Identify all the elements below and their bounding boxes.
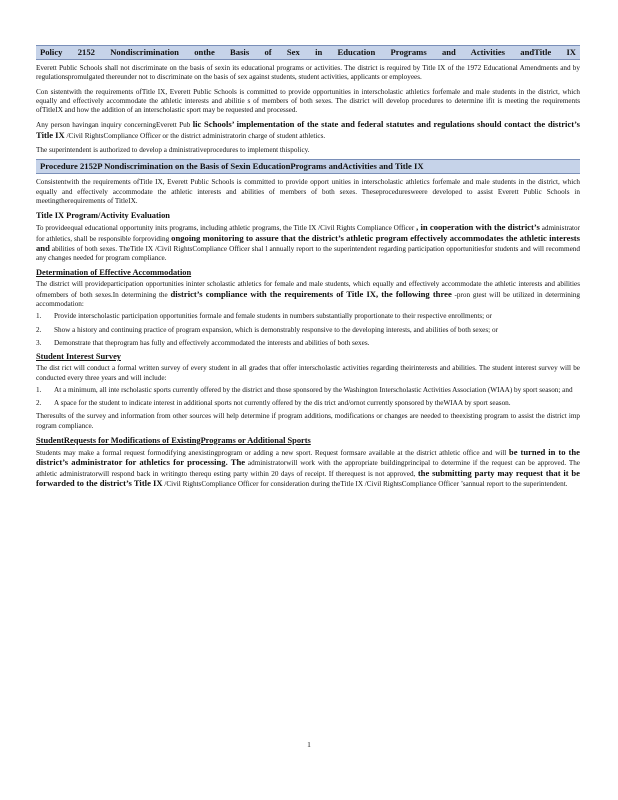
policy-p3-part-c: /Civil RightsCompliance Officer or the district administratorin charge of student athletics. <box>66 131 326 140</box>
policy-paragraph-3 <box>36 120 580 141</box>
list-item-text: Demonstrate that theprogram has fully and effectively accommodated the interests and abilities of both sexes. <box>54 338 370 347</box>
accommodation-part-a: The district will provideparticipation opportunities ininter scholastic athletics for female and male students, which equally and effectively accommodate the athletic interests and abilities ofmembers of both sexes.In determining the <box>36 280 580 299</box>
policy-paragraph-2: Con sistentwith the requirements ofTitle IX, Everett Public Schools is committed to provide opportunities in interscholastic athletics forfemale and male students in the district, which equally and effectively accommodate the athletic interests and abilitie s of members of both sexes. The district will develop procedures to determine ifit is meeting the requirements ofTitleIX and how the addition of an interscholastic sport may be requested and processed. <box>36 87 580 115</box>
accommodation-heading-text: Determination of Effective Accommodation <box>36 268 192 278</box>
procedure-heading: Procedure 2152P Nondiscrimination on the Basis of Sexin EducationPrograms andActivities and Title IX <box>36 159 580 174</box>
policy-paragraph-4: The superintendent is authorized to develop a dministrativeprocedures to implement thispolicy. <box>36 146 310 155</box>
list-item-number: 1. <box>36 312 42 321</box>
policy-p3-part-b: lic Schools’ implementation of the state and federal statutes and regulations should contact the district’s Title IX <box>36 119 581 140</box>
accommodation-list <box>36 312 580 348</box>
survey-heading-text: Student Interest Survey <box>36 352 121 362</box>
page-number: 1 <box>307 740 311 749</box>
policy-heading: Policy 2152 Nondiscrimination onthe Basis of Sex in Education Programs and Activities andTitle IX <box>36 45 580 60</box>
list-item-number: 3. <box>36 338 42 347</box>
evaluation-part-e: abilities of both sexes. TheTitle IX /Civil RightsCompliance Officer shal l annually report to the superintendent regarding participation opportunitiesfor students and will recommend any changes needed for program compliance. <box>36 244 580 263</box>
requests-heading <box>36 436 580 446</box>
requests-paragraph <box>36 448 580 489</box>
requests-part-c: administratorwill work with the appropriate buildingprincipal to determine if the request can be approved. The athletic administratorwill respond back in writingto therequ esting party within 20 days of receipt. If therequest is not approved, <box>36 459 581 478</box>
document-content <box>36 45 580 489</box>
list-item <box>36 386 580 395</box>
survey-list <box>36 386 580 409</box>
policy-p3-part-a: Any person havingan inquiry concerningEverett Pub <box>36 121 191 130</box>
list-item <box>36 326 580 335</box>
list-item-text: Show a history and continuing practice of program expansion, which is demonstrably responsive to the developing interests, and abilities of both sexes; or <box>54 325 498 334</box>
accommodation-paragraph <box>36 280 580 309</box>
survey-paragraph-2: Theresults of the survey and information from other sources will help determine if program additions, modifications or changes are needed to theexisting program to assist the district imp rogram compliance. <box>36 412 580 430</box>
survey-heading <box>36 352 580 362</box>
accommodation-part-c: -pron gtest will be utilized in determining accommodation: <box>36 290 581 309</box>
evaluation-part-c: administrator for athletics, shall be responsible forproviding <box>36 224 581 243</box>
list-item-number: 1. <box>36 385 42 394</box>
requests-part-b: be turned in to the district’s administrator for athletics for processing. The <box>36 447 580 468</box>
evaluation-part-d: ongoing monitoring to assure that the district’s athletic program effectively accommodates the athletic interests and <box>36 232 581 253</box>
evaluation-part-a: To provideequal educational opportunity inits programs, including athletic programs, the Title IX /Civil Rights Compliance Officer <box>36 224 415 233</box>
policy-paragraph-1: Everett Public Schools shall not discriminate on the basis of sexin its educational programs or activities. The district is required by Title IX of the 1972 Educational Amendments and by regulationspromulgated thereunder not to discriminate on the basis of sex against students, student activities, applicants or employees. <box>36 64 580 82</box>
evaluation-heading: Title IX Program/Activity Evaluation <box>36 211 170 221</box>
procedure-paragraph-1: Consistentwith the requirements ofTitle IX, Everett Public Schools is committed to provide opport unities in interscholastic athletics forfemale and male students in the district, which equally and effectively accommodate the athletic interests and abilities of members of both sexes. Theseproceduresweere developed to assist Everett Public Schools in meetingtherequirements of TitleIX. <box>36 178 580 205</box>
evaluation-part-b: , in cooperation with the district’s <box>416 222 540 233</box>
requests-part-e: /Civil RightsCompliance Officer for consideration during theTitle IX /Civil RightsCompliance Officer ’sannual report to the superintendent. <box>164 479 568 488</box>
list-item <box>36 339 580 348</box>
accommodation-part-b: district’s compliance with the requirements of Title IX, the following three <box>170 288 452 299</box>
list-item-number: 2. <box>36 399 42 408</box>
survey-paragraph-1: The dist rict will conduct a formal written survey of every student in all grades that offer interscholastic activities regarding theirinterests and abilities. The student interest survey will be conducted every three years and will include: <box>36 364 580 382</box>
list-item <box>36 312 580 321</box>
requests-part-d: the submitting party may request that it be forwarded to the district’s Title IX <box>36 467 580 488</box>
list-item-number: 2. <box>36 325 42 334</box>
accommodation-heading <box>36 268 580 278</box>
evaluation-paragraph <box>36 223 580 263</box>
list-item-text: At a minimum, all inte rscholastic sports currently offered by the district and those sponsored by the Washington Interscholastic Activities Association (WIAA) by sport season; and <box>54 385 573 394</box>
list-item-text: Provide interscholastic participation opportunities formale and female students in numbers substantially proportionate to their respective enrollments; or <box>54 312 492 321</box>
requests-part-a: Students may make a formal request formodifying anexistingprogram or adding a new sport. Request formsare available at the district athletic office and will <box>36 449 507 458</box>
requests-heading-text: StudentRequests for Modifications of ExistingPrograms or Additional Sports <box>36 436 311 446</box>
list-item-text: A space for the student to indicate interest in additional sports not currently offered by the dis trict and/ornot currently sponsored by theWIAA by sport season. <box>54 399 511 408</box>
list-item <box>36 399 580 408</box>
